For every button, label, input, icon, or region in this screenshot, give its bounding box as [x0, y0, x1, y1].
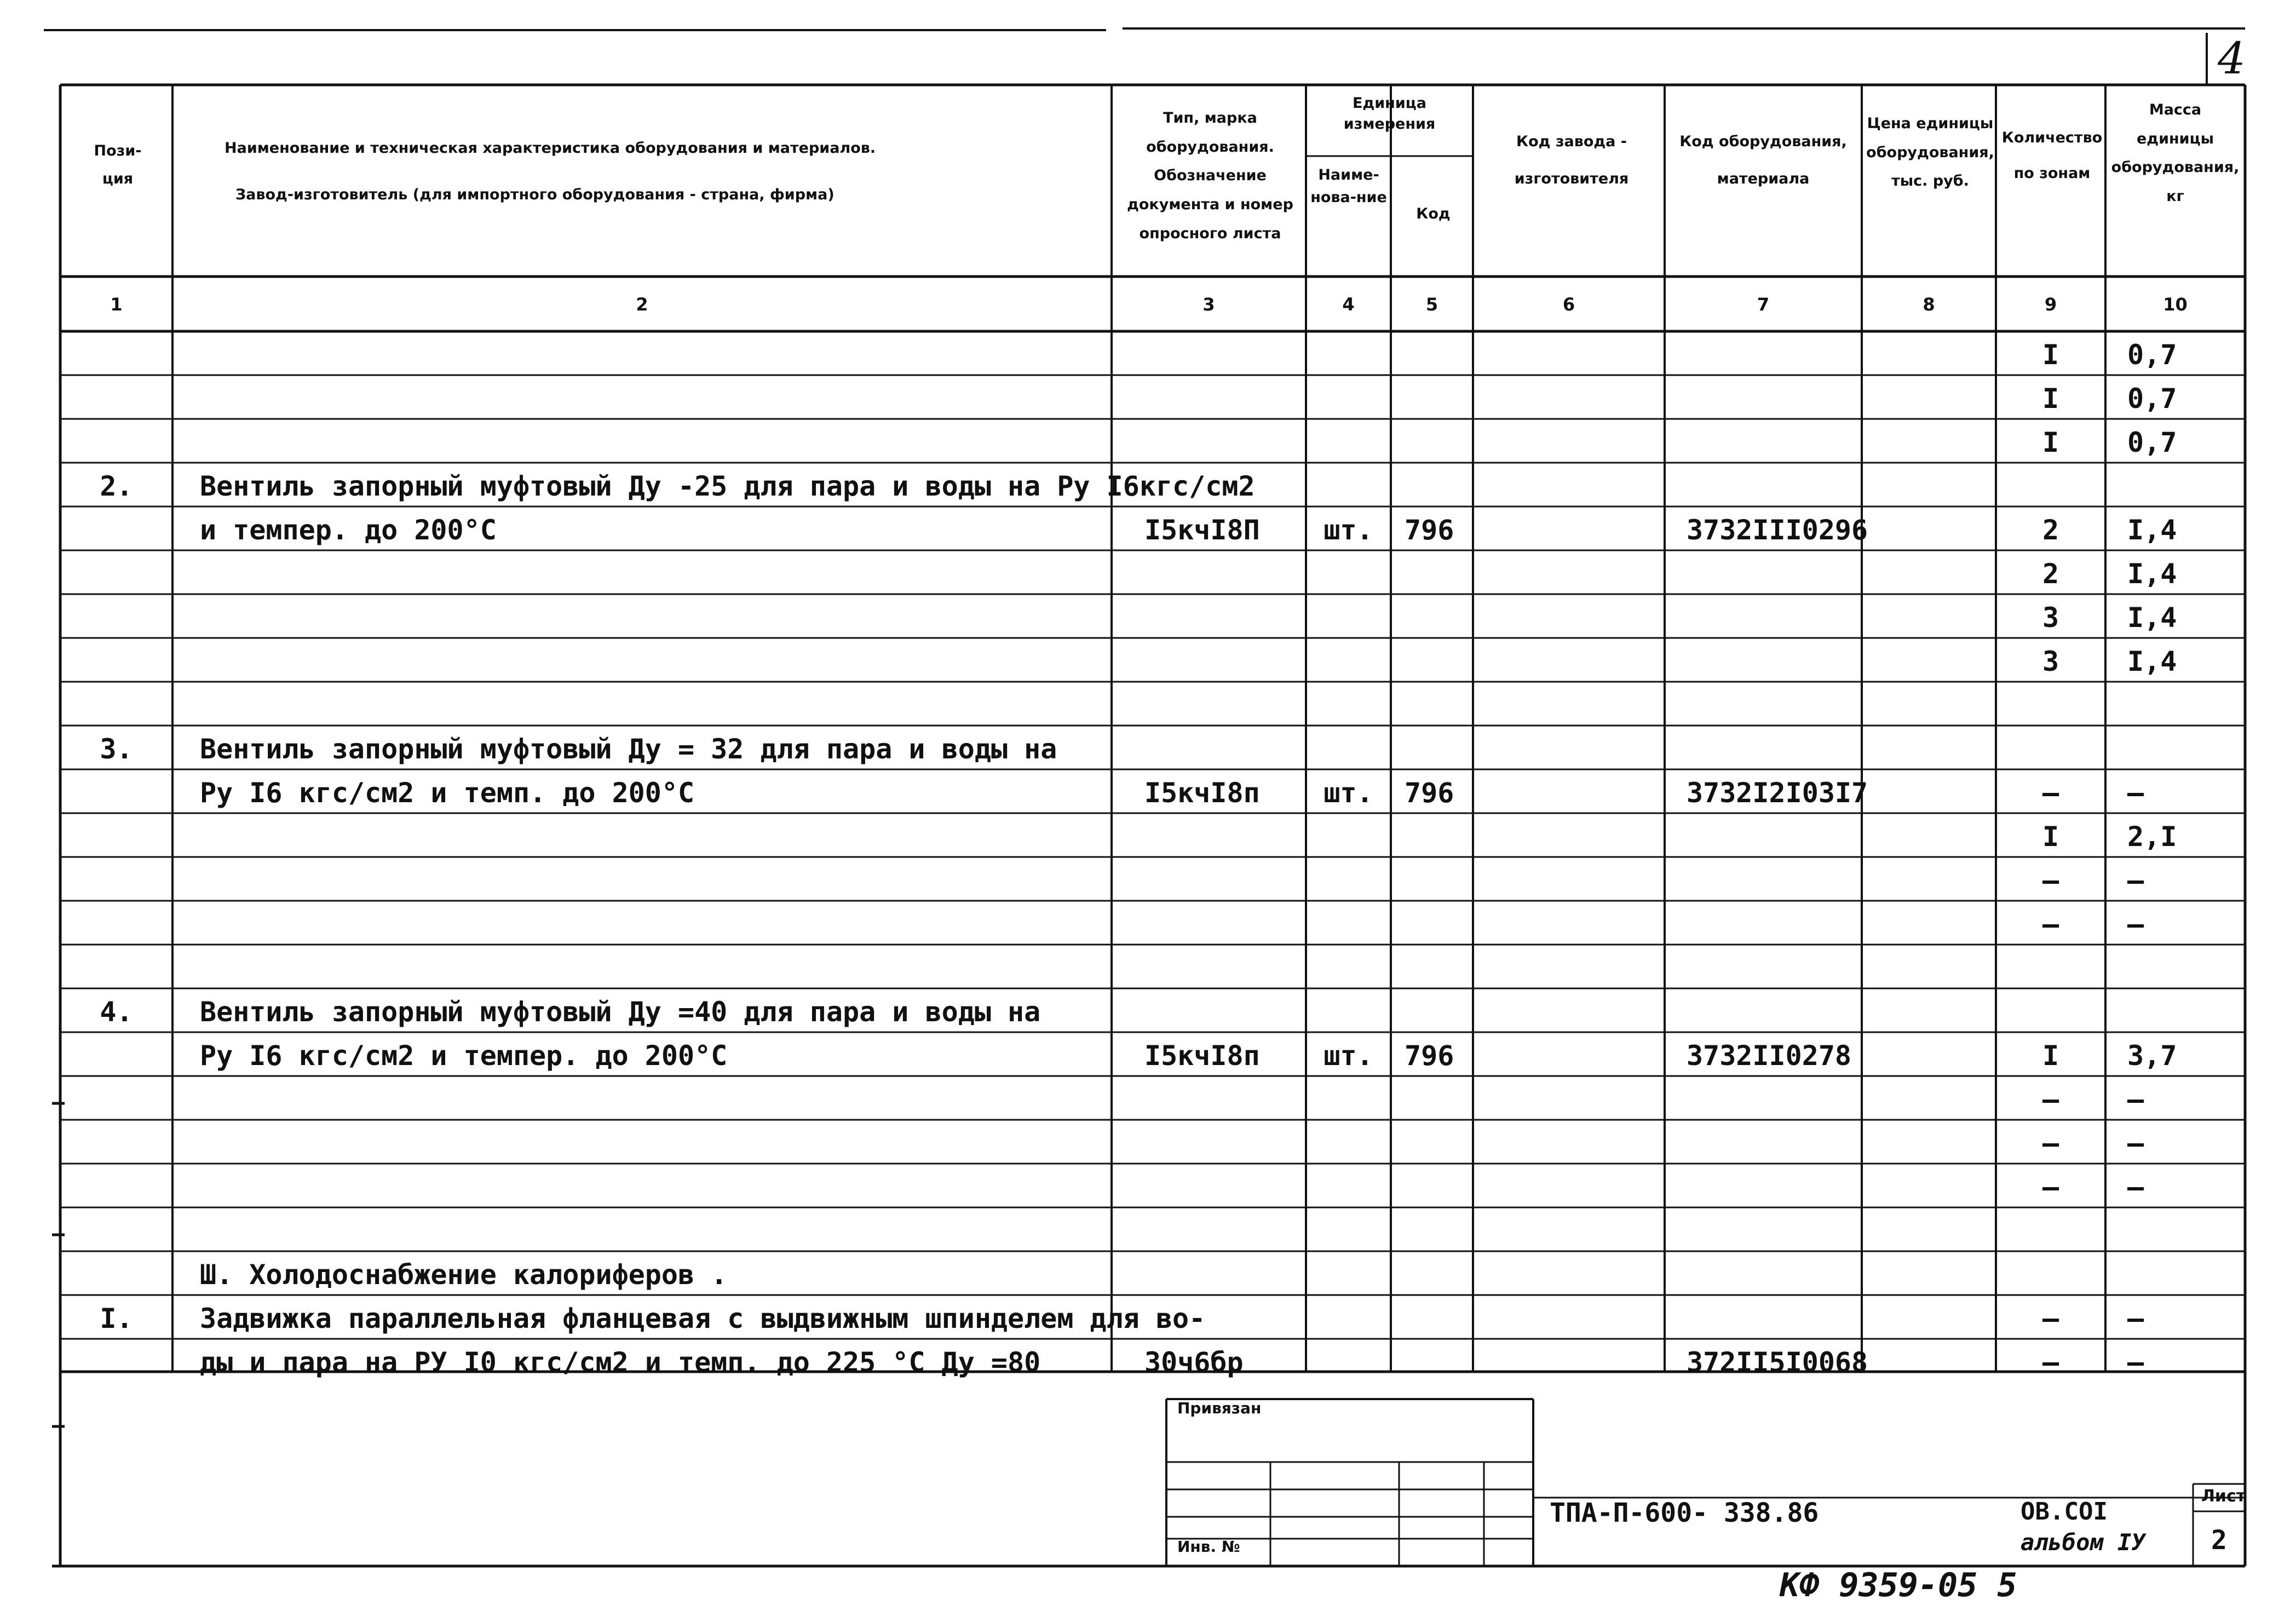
cell-qty: –	[2042, 865, 2059, 896]
cell-qty: –	[2042, 1127, 2059, 1159]
header-unit-name: Наиме-нова-ние	[1310, 166, 1387, 206]
sheet-number: 2	[2211, 1525, 2227, 1556]
cell-qty: –	[2042, 1171, 2059, 1203]
column-number-5: 5	[1425, 294, 1438, 315]
cell-equip: 3732II0278	[1687, 1040, 1852, 1072]
cell-name: Ш. Холодоснабжение калориферов .	[200, 1259, 728, 1291]
sheet-mark: 4	[2218, 33, 2246, 84]
header-plant-code: Код завода - изготовителя	[1514, 133, 1629, 187]
cell-mass: –	[2127, 1346, 2144, 1378]
cell-pos: 4.	[100, 996, 133, 1028]
header-position: Пози- ция	[94, 142, 142, 188]
cell-mass: –	[2127, 1171, 2144, 1203]
cell-qty: –	[2042, 908, 2059, 940]
cell-name: Ру I6 кгс/см2 и темп. до 200°С	[200, 777, 695, 809]
cell-name: Вентиль запорный муфтовый Ду -25 для пара и воды на Ру I6кгс/см2	[200, 470, 1255, 502]
cell-qty: 3	[2042, 602, 2059, 634]
cell-name: Задвижка параллельная фланцевая с выдвижным шпинделем для во-	[200, 1303, 1206, 1334]
column-number-10: 10	[2163, 294, 2188, 315]
header-name-line2: Завод-изготовитель (для импортного оборудования - страна, фирма)	[235, 186, 835, 203]
header-price: Цена единицы оборудования, тыс. руб.	[1866, 115, 1994, 190]
cell-qty: I	[2042, 339, 2059, 371]
cell-type: I5кчI8п	[1144, 777, 1260, 809]
cell-name: Вентиль запорный муфтовый Ду = 32 для пара и воды на	[200, 733, 1057, 765]
cell-qty: –	[2042, 1084, 2059, 1115]
doc-code: ТПА-П-600- 338.86	[1550, 1498, 1819, 1528]
cell-mass: 0,7	[2127, 427, 2177, 458]
cell-unit: шт.	[1323, 514, 1373, 546]
cell-qty: –	[2042, 777, 2059, 809]
cell-name: Ру I6 кгс/см2 и темпер. до 200°С	[200, 1040, 728, 1072]
cell-mass: –	[2127, 1084, 2144, 1115]
column-number-7: 7	[1757, 294, 1770, 315]
cell-qty: –	[2042, 1303, 2059, 1334]
cell-unit: шт.	[1323, 777, 1373, 809]
cell-mass: –	[2127, 1127, 2144, 1159]
cell-mass: I,4	[2127, 558, 2177, 590]
cell-mass: 0,7	[2127, 383, 2177, 415]
cell-mass: –	[2127, 777, 2144, 809]
album-label: альбом IУ	[2021, 1529, 2145, 1556]
header-mass: Масса единицы оборудования, кг	[2111, 101, 2240, 205]
cell-mass: I,4	[2127, 602, 2177, 634]
cell-unit: шт.	[1323, 1040, 1373, 1072]
cell-qty: I	[2042, 1040, 2059, 1072]
stamp-attached-label: Привязан	[1177, 1399, 1262, 1417]
column-number-8: 8	[1923, 294, 1935, 315]
cell-pos: 3.	[100, 733, 133, 765]
cell-name: ды и пара на РУ I0 кгс/см2 и темп. до 225 °С Ду =80	[200, 1346, 1041, 1378]
cell-qty: 3	[2042, 646, 2059, 677]
cell-equip: 3732III0296	[1687, 514, 1868, 546]
cell-type: 30ч6бр	[1144, 1346, 1244, 1378]
header-type: Тип, марка оборудования. Обозначение документа и номер опросного листа	[1127, 110, 1293, 242]
column-number-6: 6	[1562, 294, 1575, 315]
cell-equip: 3732I2I03I7	[1687, 777, 1868, 809]
cell-mass: –	[2127, 865, 2144, 896]
cell-code: 796	[1405, 777, 1454, 809]
doc-section: ОВ.СОI	[2021, 1498, 2108, 1526]
header-unit: Единица измерения	[1343, 95, 1436, 133]
column-number-2: 2	[636, 294, 648, 315]
column-number-1: 1	[110, 294, 123, 315]
cell-mass: 3,7	[2127, 1040, 2177, 1072]
cell-qty: 2	[2042, 558, 2059, 590]
header-name-line1: Наименование и техническая характеристика оборудования и материалов.	[225, 140, 876, 157]
cell-type: I5кчI8П	[1144, 514, 1260, 546]
cell-qty: –	[2042, 1346, 2059, 1378]
cell-mass: 0,7	[2127, 339, 2177, 371]
cell-pos: 2.	[100, 470, 133, 502]
cell-mass: 2,I	[2127, 821, 2177, 853]
cell-name: и темпер. до 200°С	[200, 514, 497, 546]
archive-number: КФ 9359-05 5	[1780, 1566, 2017, 1604]
cell-mass: –	[2127, 1303, 2144, 1334]
cell-mass: I,4	[2127, 514, 2177, 546]
sheet-label: Лист	[2201, 1487, 2246, 1506]
cell-mass: I,4	[2127, 646, 2177, 677]
cell-qty: I	[2042, 427, 2059, 458]
cell-qty: I	[2042, 821, 2059, 853]
cell-type: I5кчI8п	[1144, 1040, 1260, 1072]
cell-name: Вентиль запорный муфтовый Ду =40 для пара и воды на	[200, 996, 1041, 1028]
cell-pos: I.	[100, 1303, 133, 1334]
column-number-3: 3	[1202, 294, 1215, 315]
header-unit-code: Код	[1416, 205, 1451, 222]
header-quantity: Количество по зонам	[2001, 129, 2103, 182]
column-number-4: 4	[1342, 294, 1355, 315]
cell-code: 796	[1405, 514, 1454, 546]
header-equipment-code: Код оборудования, материала	[1679, 133, 1847, 187]
cell-code: 796	[1405, 1040, 1454, 1072]
stamp-inv-label: Инв. №	[1177, 1538, 1240, 1556]
cell-qty: I	[2042, 383, 2059, 415]
cell-qty: 2	[2042, 514, 2059, 546]
column-number-9: 9	[2044, 294, 2057, 315]
cell-equip: 372II5I0068	[1687, 1346, 1868, 1378]
cell-mass: –	[2127, 908, 2144, 940]
